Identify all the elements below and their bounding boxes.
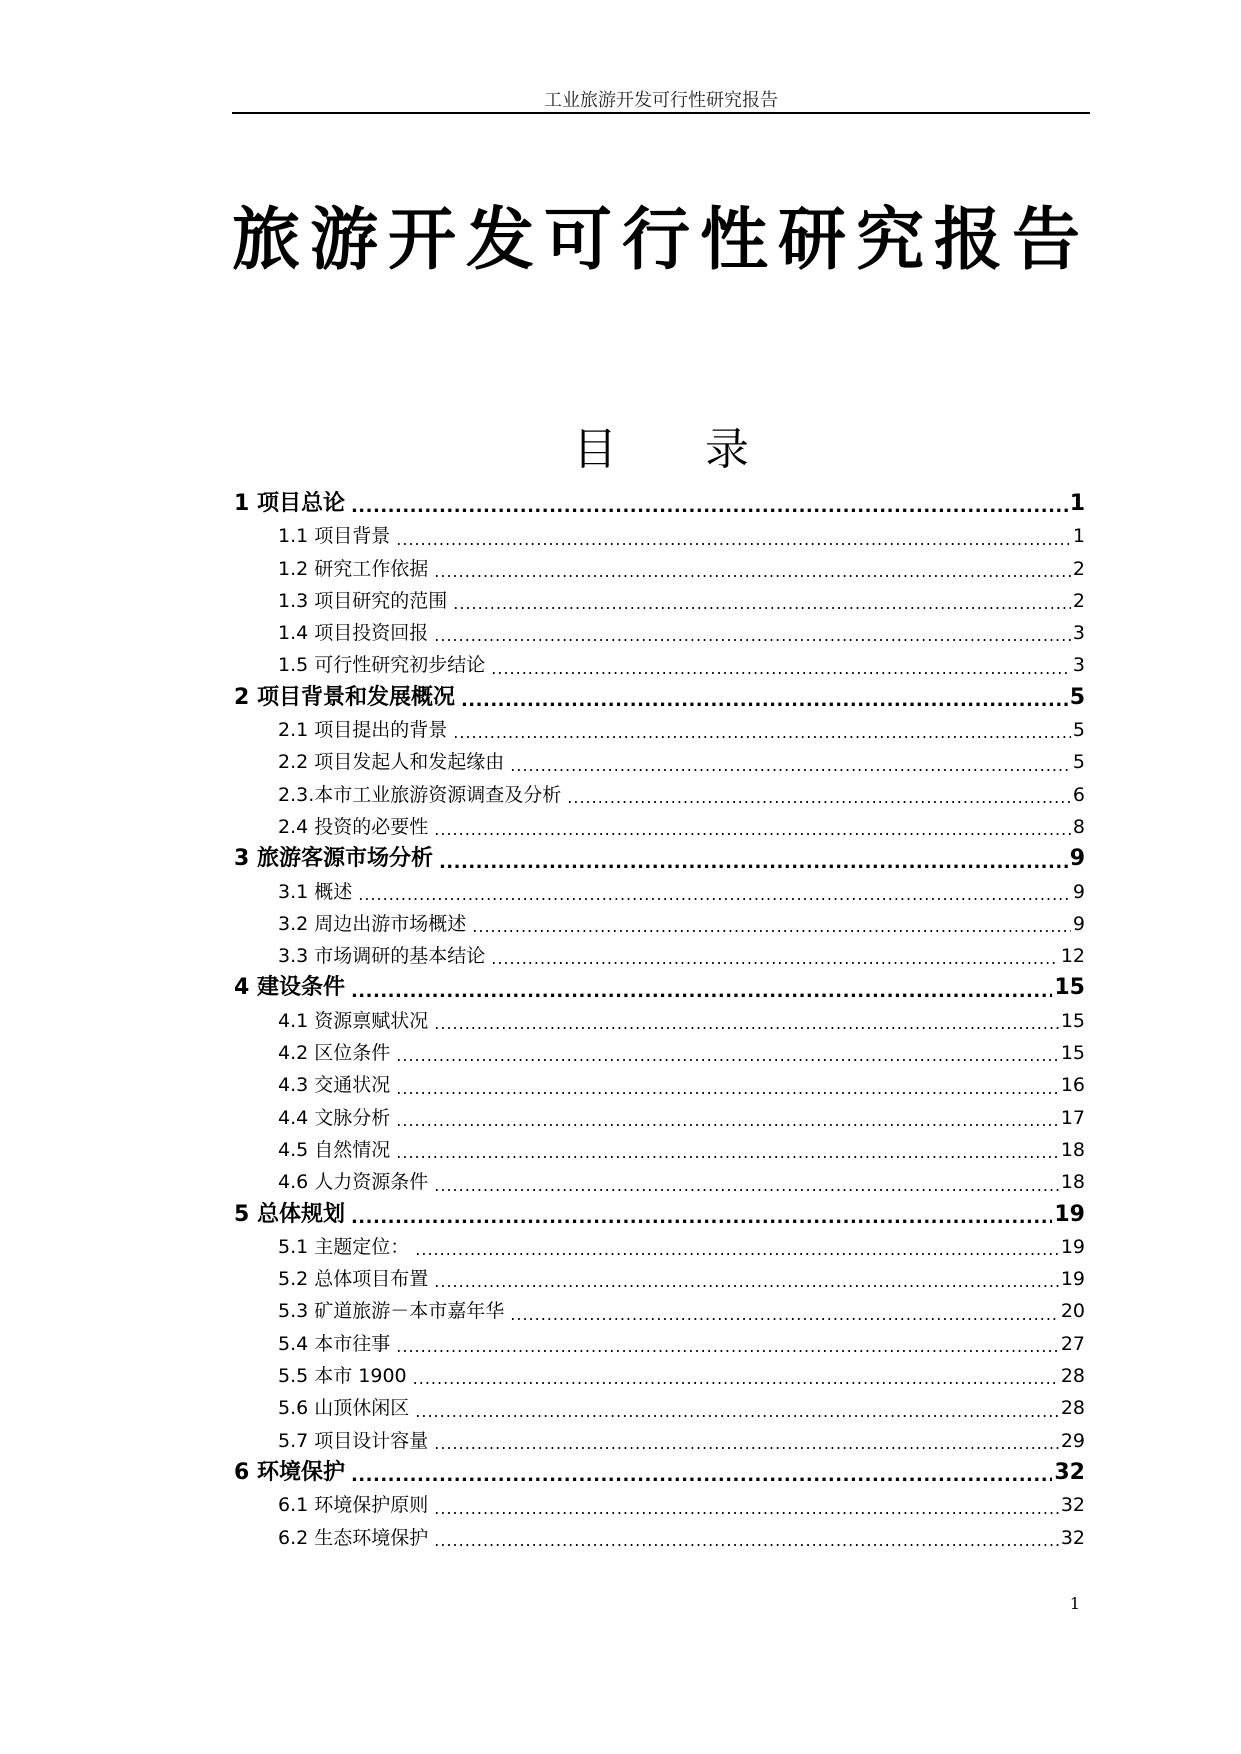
- toc-section-entry[interactable]: [234, 1231, 1085, 1263]
- toc-entry-page: 15: [1054, 975, 1085, 1001]
- toc-dot-leader: [434, 1528, 1059, 1554]
- toc-dot-leader: [358, 882, 1071, 908]
- toc-chapter-entry[interactable]: [234, 843, 1085, 875]
- toc-entry-label: 6 环境保护: [234, 1459, 345, 1485]
- toc-dot-leader: [434, 1269, 1059, 1295]
- toc-dot-leader: [491, 946, 1059, 972]
- toc-entry-page: 9: [1072, 912, 1085, 935]
- toc-section-entry[interactable]: [234, 520, 1085, 552]
- toc-entry-label: 5.4 本市往事: [278, 1332, 391, 1355]
- toc-entry-page: 19: [1054, 1201, 1085, 1227]
- toc-entry-page: 18: [1060, 1138, 1085, 1161]
- toc-dot-leader: [413, 1366, 1059, 1392]
- toc-entry-label: 3.2 周边出游市场概述: [278, 912, 467, 935]
- toc-section-entry[interactable]: [234, 908, 1085, 940]
- toc-section-entry[interactable]: [234, 1489, 1085, 1521]
- toc-entry-page: 5: [1069, 684, 1085, 710]
- toc-entry-page: 18: [1060, 1171, 1085, 1194]
- toc-section-entry[interactable]: [234, 1328, 1085, 1360]
- table-of-contents: [234, 488, 1085, 1554]
- toc-dot-leader: [415, 1399, 1059, 1425]
- toc-entry-label: 1 项目总论: [234, 491, 345, 516]
- toc-entry-label: 4.3 交通状况: [278, 1074, 391, 1097]
- toc-entry-label: 1.1 项目背景: [278, 525, 391, 548]
- toc-entry-page: 2: [1072, 557, 1085, 580]
- toc-entry-page: 5: [1072, 751, 1085, 774]
- toc-dot-leader: [396, 1043, 1059, 1069]
- toc-entry-label: 2.4 投资的必要性: [278, 815, 429, 838]
- toc-dot-leader: [434, 1173, 1059, 1199]
- toc-entry-label: 2.2 项目发起人和发起缘由: [278, 751, 505, 774]
- toc-entry-page: 9: [1072, 880, 1085, 903]
- toc-dot-leader: [434, 1431, 1059, 1457]
- toc-dot-leader: [396, 527, 1071, 553]
- toc-section-entry[interactable]: [234, 1360, 1085, 1392]
- toc-section-entry[interactable]: [234, 1102, 1085, 1134]
- running-header: 工业旅游开发可行性研究报告: [544, 90, 778, 111]
- toc-entry-page: 12: [1060, 945, 1085, 968]
- toc-dot-leader: [396, 1076, 1059, 1102]
- toc-entry-page: 1: [1072, 525, 1085, 548]
- toc-entry-label: 5.1 主题定位：: [278, 1235, 410, 1258]
- toc-entry-page: 5: [1072, 719, 1085, 742]
- toc-dot-leader: [453, 720, 1071, 746]
- toc-section-entry[interactable]: [234, 1166, 1085, 1198]
- toc-section-entry[interactable]: [234, 1295, 1085, 1327]
- toc-entry-label: 4 建设条件: [234, 975, 345, 1001]
- toc-entry-label: 3 旅游客源市场分析: [234, 846, 433, 872]
- toc-dot-leader: [439, 850, 1068, 876]
- toc-chapter-entry[interactable]: [234, 682, 1085, 714]
- toc-dot-leader: [434, 623, 1071, 649]
- toc-section-entry[interactable]: [234, 811, 1085, 843]
- toc-entry-page: 32: [1060, 1526, 1085, 1549]
- toc-entry-page: 8: [1072, 815, 1085, 838]
- toc-entry-label: 2.3.本市工业旅游资源调查及分析: [278, 783, 562, 806]
- toc-chapter-entry[interactable]: [234, 972, 1085, 1004]
- toc-dot-leader: [472, 914, 1071, 940]
- toc-section-entry[interactable]: [234, 714, 1085, 746]
- toc-dot-leader: [434, 1496, 1059, 1522]
- toc-section-entry[interactable]: [234, 940, 1085, 972]
- toc-section-entry[interactable]: [234, 585, 1085, 617]
- toc-entry-page: 3: [1072, 622, 1085, 645]
- toc-entry-page: 9: [1069, 846, 1085, 872]
- toc-section-entry[interactable]: [234, 1425, 1085, 1457]
- toc-entry-page: 6: [1072, 783, 1085, 806]
- toc-entry-label: 1.2 研究工作依据: [278, 557, 429, 580]
- toc-entry-label: 3.3 市场调研的基本结论: [278, 945, 486, 968]
- toc-dot-leader: [510, 1302, 1059, 1328]
- toc-heading: 目 录: [573, 424, 749, 475]
- toc-entry-label: 4.2 区位条件: [278, 1042, 391, 1065]
- toc-chapter-entry[interactable]: [234, 488, 1085, 520]
- toc-dot-leader: [461, 688, 1068, 714]
- toc-dot-leader: [453, 591, 1071, 617]
- toc-entry-page: 32: [1060, 1494, 1085, 1517]
- toc-chapter-entry[interactable]: [234, 1199, 1085, 1231]
- toc-dot-leader: [396, 1108, 1059, 1134]
- toc-entry-label: 4.5 自然情况: [278, 1138, 391, 1161]
- toc-dot-leader: [396, 1140, 1059, 1166]
- toc-dot-leader: [510, 753, 1071, 779]
- toc-section-entry[interactable]: [234, 1522, 1085, 1554]
- toc-section-entry[interactable]: [234, 617, 1085, 649]
- toc-entry-label: 5.6 山顶休闲区: [278, 1397, 410, 1420]
- toc-section-entry[interactable]: [234, 1069, 1085, 1101]
- toc-entry-page: 28: [1060, 1397, 1085, 1420]
- toc-section-entry[interactable]: [234, 876, 1085, 908]
- toc-entry-page: 20: [1060, 1300, 1085, 1323]
- toc-entry-label: 4.1 资源禀赋状况: [278, 1009, 429, 1032]
- toc-entry-label: 5.5 本市 1900: [278, 1365, 407, 1388]
- toc-entry-label: 6.2 生态环境保护: [278, 1526, 429, 1549]
- toc-entry-page: 15: [1060, 1042, 1085, 1065]
- toc-section-entry[interactable]: [234, 1037, 1085, 1069]
- toc-entry-label: 4.6 人力资源条件: [278, 1171, 429, 1194]
- toc-entry-label: 1.5 可行性研究初步结论: [278, 654, 486, 677]
- toc-entry-label: 6.1 环境保护原则: [278, 1494, 429, 1517]
- toc-section-entry[interactable]: [234, 649, 1085, 681]
- toc-entry-page: 2: [1072, 589, 1085, 612]
- toc-entry-label: 5.3 矿道旅游－本市嘉年华: [278, 1300, 505, 1323]
- toc-dot-leader: [434, 817, 1071, 843]
- toc-entry-page: 19: [1060, 1235, 1085, 1258]
- document-title: 旅游开发可行性研究报告: [232, 200, 1091, 280]
- page-number: 1: [1069, 1594, 1080, 1613]
- toc-dot-leader: [351, 979, 1052, 1005]
- toc-entry-label: 1.3 项目研究的范围: [278, 589, 448, 612]
- toc-entry-label: 4.4 文脉分析: [278, 1106, 391, 1129]
- toc-dot-leader: [434, 1011, 1059, 1037]
- toc-entry-label: 5.2 总体项目布置: [278, 1268, 429, 1291]
- toc-chapter-entry[interactable]: [234, 1457, 1085, 1489]
- toc-section-entry[interactable]: [234, 1263, 1085, 1295]
- toc-entry-page: 17: [1060, 1106, 1085, 1129]
- toc-entry-page: 3: [1072, 654, 1085, 677]
- toc-section-entry[interactable]: [234, 746, 1085, 778]
- toc-dot-leader: [351, 1463, 1052, 1489]
- toc-entry-label: 5 总体规划: [234, 1201, 345, 1227]
- toc-section-entry[interactable]: [234, 1134, 1085, 1166]
- toc-dot-leader: [351, 494, 1068, 520]
- toc-dot-leader: [415, 1237, 1059, 1263]
- toc-entry-page: 19: [1060, 1268, 1085, 1291]
- toc-entry-label: 2 项目背景和发展概况: [234, 684, 455, 710]
- toc-entry-page: 29: [1060, 1429, 1085, 1452]
- toc-dot-leader: [491, 656, 1071, 682]
- toc-section-entry[interactable]: [234, 779, 1085, 811]
- toc-entry-label: 1.4 项目投资回报: [278, 622, 429, 645]
- toc-entry-label: 2.1 项目提出的背景: [278, 719, 448, 742]
- toc-section-entry[interactable]: [234, 553, 1085, 585]
- toc-entry-page: 16: [1060, 1074, 1085, 1097]
- toc-entry-page: 1: [1069, 491, 1085, 516]
- toc-dot-leader: [396, 1334, 1059, 1360]
- toc-entry-page: 28: [1060, 1365, 1085, 1388]
- toc-section-entry[interactable]: [234, 1005, 1085, 1037]
- toc-entry-label: 5.7 项目设计容量: [278, 1429, 429, 1452]
- toc-entry-page: 15: [1060, 1009, 1085, 1032]
- toc-entry-label: 3.1 概述: [278, 880, 353, 903]
- toc-entry-page: 32: [1054, 1459, 1085, 1485]
- toc-section-entry[interactable]: [234, 1392, 1085, 1424]
- toc-dot-leader: [434, 559, 1071, 585]
- toc-dot-leader: [567, 785, 1071, 811]
- toc-entry-page: 27: [1060, 1332, 1085, 1355]
- toc-dot-leader: [351, 1205, 1052, 1231]
- header-rule: [232, 112, 1090, 114]
